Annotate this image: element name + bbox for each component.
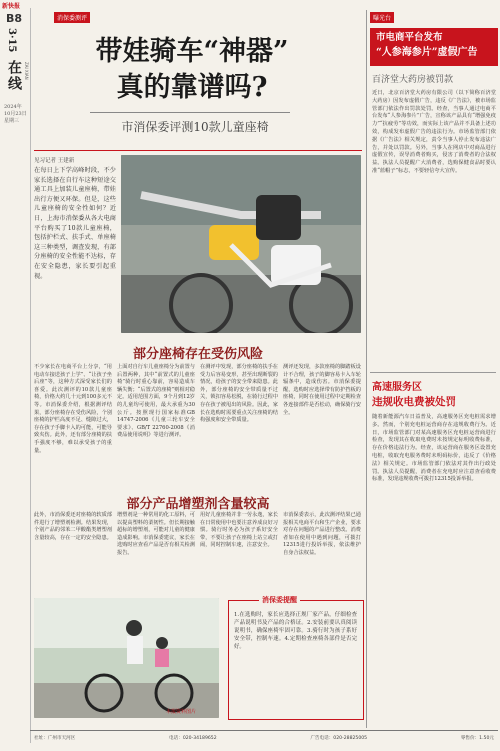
masthead-weekday: 星期三 xyxy=(4,118,20,124)
reporter-byline: 见习记者 王建新 xyxy=(34,158,75,164)
right-story2-title-line1: 高速服务区 xyxy=(372,382,422,393)
main-subhead: 市消保委评测10款儿童座椅 xyxy=(121,120,269,134)
bike-seat-photo xyxy=(121,155,361,333)
photo-caption: 本报资料图片 xyxy=(166,709,197,715)
headline-line1: 带娃骑车“神器” xyxy=(95,36,289,67)
masthead-date: 10月23日 xyxy=(4,111,27,117)
corner-logo: 新快报 xyxy=(2,3,21,10)
section1-title: 部分座椅存在受伤风险 xyxy=(132,347,263,362)
section2-col4: 市消保委表示，此次测评结果已通报相关电商平台和生产企业，要求对存在问题的产品进行整改。消费者如在使用中遇到问题，可拨打12315进行投诉举报，依法维护自身合法权益。 xyxy=(283,512,361,556)
right-story2-body: 随着新能源汽车日益普及，高速服务区充电桩需求增多。然而，个别充电桩运营商存在违规收费行为。近日，市场监管部门对某高速服务区充电桩运营商进行检查，发现其在收取电费时未按规定标明收费标准，存在价格违法行为。经查，该运营商在服务区设置充电桩，收取充电服务费时未明码标价，违反了《价格法》相关规定。市场监管部门依法对其作出行政处罚。执法人员提醒，消费者在充电时应注意查看收费标准，发现违规收费可拨打12315投诉举报。 xyxy=(372,414,496,483)
family-bike-photo xyxy=(34,598,219,718)
reminder-box xyxy=(228,595,364,720)
section2-col1: 此外，市消保委还对座椅的软质部件进行了增塑剂检测。结果发现，个别产品的邻苯二甲酸酯类增塑剂含量较高，存在一定的安全隐患。 xyxy=(34,512,112,541)
section1-col3: 在测评中发现，部分座椅的扶手在受力后容易变形，甚至出现断裂的情况，给孩子的安全带来隐患。此外，部分座椅的安全带质量不过关，锁扣容易松脱，在骑行过程中存在孩子被甩出的风险。因此，家长在选购时需要重点关注座椅的结构强度和安全带质量。 xyxy=(200,364,278,424)
right-story1-title-line1: 市电商平台发布 xyxy=(376,32,443,43)
right-section-label: 曝光台 xyxy=(370,12,394,23)
main-headline xyxy=(82,34,302,106)
masthead-year: 2024年 xyxy=(4,104,22,110)
right-story1-titlebar xyxy=(370,28,498,66)
column-name: 在线 xyxy=(6,60,22,92)
headline-line2: 真的靠谱吗? xyxy=(116,72,268,103)
footer-phone2: 广告电话：020-28825005 xyxy=(310,736,368,741)
reminder-body: 1.在选购时，家长应选择正规厂家产品，仔细检查产品说明书及产品的合格证。2.安装前要认真阅读说明书，确保座椅牢固可靠。3.骑行时为孩子系好安全带，控制车速。4.定期检查座椅各部件是否完好。 xyxy=(234,612,357,650)
section2-title: 部分产品增塑剂含量较高 xyxy=(126,497,270,512)
section1-col2: 上面对自行车儿童座椅分为前置与后置两种，其中“前置式的儿童座椅”骑行时重心靠前，容易造成车辆失衡；“后置式的座椅”则相对稳定。适用范围方面，9个月到12岁的儿童均可使用，最大承重为30公斤。按照现行国家标准GB 14747-2006《儿童三轮车安全要求》、GB/T 22760-2008《消费品使用说明》等进行测评。 xyxy=(117,364,195,439)
section2-col3: 用好儿童座椅并非一劳永逸，家长在日常使用中也要注意养成良好习惯。骑行时务必为孩子系好安全带，不要让孩子在座椅上站立或打闹，同时控制车速，注意安全。 xyxy=(200,512,278,549)
left-section-label: 消保委测评 xyxy=(54,12,90,23)
footer-price: 零售价：1.50元 xyxy=(460,736,494,741)
section1-col1: 不少家长在电商平台上分享，“用电动车接送孩子上学”、“让孩子坐后座”等，这种方式深受家长们的喜爱。此次测评的10款儿童座椅，价格大约几十元到100多元不等。市消保委介绍，根据测评结果，部分座椅存在受伤风险，个别座椅的护栏高度不足、缝隙过大，存在孩子手脚卡入的可能，可能导致夹伤。此外，还有部分座椅的扶手强度不够，难以承受孩子的重量。 xyxy=(34,364,112,454)
right-story1-title-line2: “人参海参片”虚假广告 xyxy=(376,47,478,58)
right-story1-subhead: 百济堂大药房被罚款 xyxy=(372,75,454,85)
section2-col2: 增塑剂是一种常用的化工原料，可以提高塑料的柔韧性。但长期接触超标的增塑剂，可能对儿童的健康造成影响。市消保委建议，家长在选购时应查看产品是否有相关检测报告。 xyxy=(117,512,195,556)
masthead-pinyin: ZAI XIAN xyxy=(24,62,29,80)
section1-col4: 测评还发现，多款座椅的脚踏板设计不合理，孩子的脚容易卡入车轮辐条中，造成伤害。市消保委提醒，选购时应选择带有防护挡板的座椅，同时在使用过程中定期检查各连接部件是否松动，确保骑行安全。 xyxy=(283,364,361,416)
right-story1-body: 近日，北京百济堂大药房有限公司（以下简称百济堂大药房）因发布虚假广告，违反《广告法》，被市场监管部门依法作出罚款处罚。经查，当事人通过电商平台发布“人参海参片”广告，宣称该产品具有“增强免疫力”“抗疲劳”等功效，而实际上该产品并不具备上述功效，构成发布虚假广告的违法行为。市场监管部门依据《广告法》相关规定，责令当事人停止发布违法广告，并处以罚款。另外，当事人在网店中对商品进行虚假宣传，误导消费者购买，侵害了消费者的合法权益。执法人员提醒广大消费者，选购保健食品时要认准“蓝帽子”标志，不要轻信夸大宣传。 xyxy=(372,90,496,174)
reminder-title: 消保委提醒 xyxy=(259,595,300,605)
footer-bar xyxy=(34,735,494,741)
right-story2-title-line2: 违规收电费被处罚 xyxy=(372,396,456,408)
date-vertical: 3·15 xyxy=(6,28,17,53)
lead-paragraph: 在每日上下学高峰时段，不少家长选择在自行车这种短途交通工具上加装儿童座椅，带娃出行方便又环保。但是，这些儿童座椅的安全性如何？近日，上海市消保委从各大电商平台购买了10款儿童座椅，包括护栏式、扶手式、单座椅这三种类型，调查发现，有部分座椅的安全性能不达标，存在安全隐患，家长要引起重视。 xyxy=(34,167,116,280)
footer-address: 社址：广州市天河区 xyxy=(34,736,76,741)
footer-phone1: 电话：020-34189652 xyxy=(169,736,217,741)
page-code: B8 xyxy=(6,12,23,25)
